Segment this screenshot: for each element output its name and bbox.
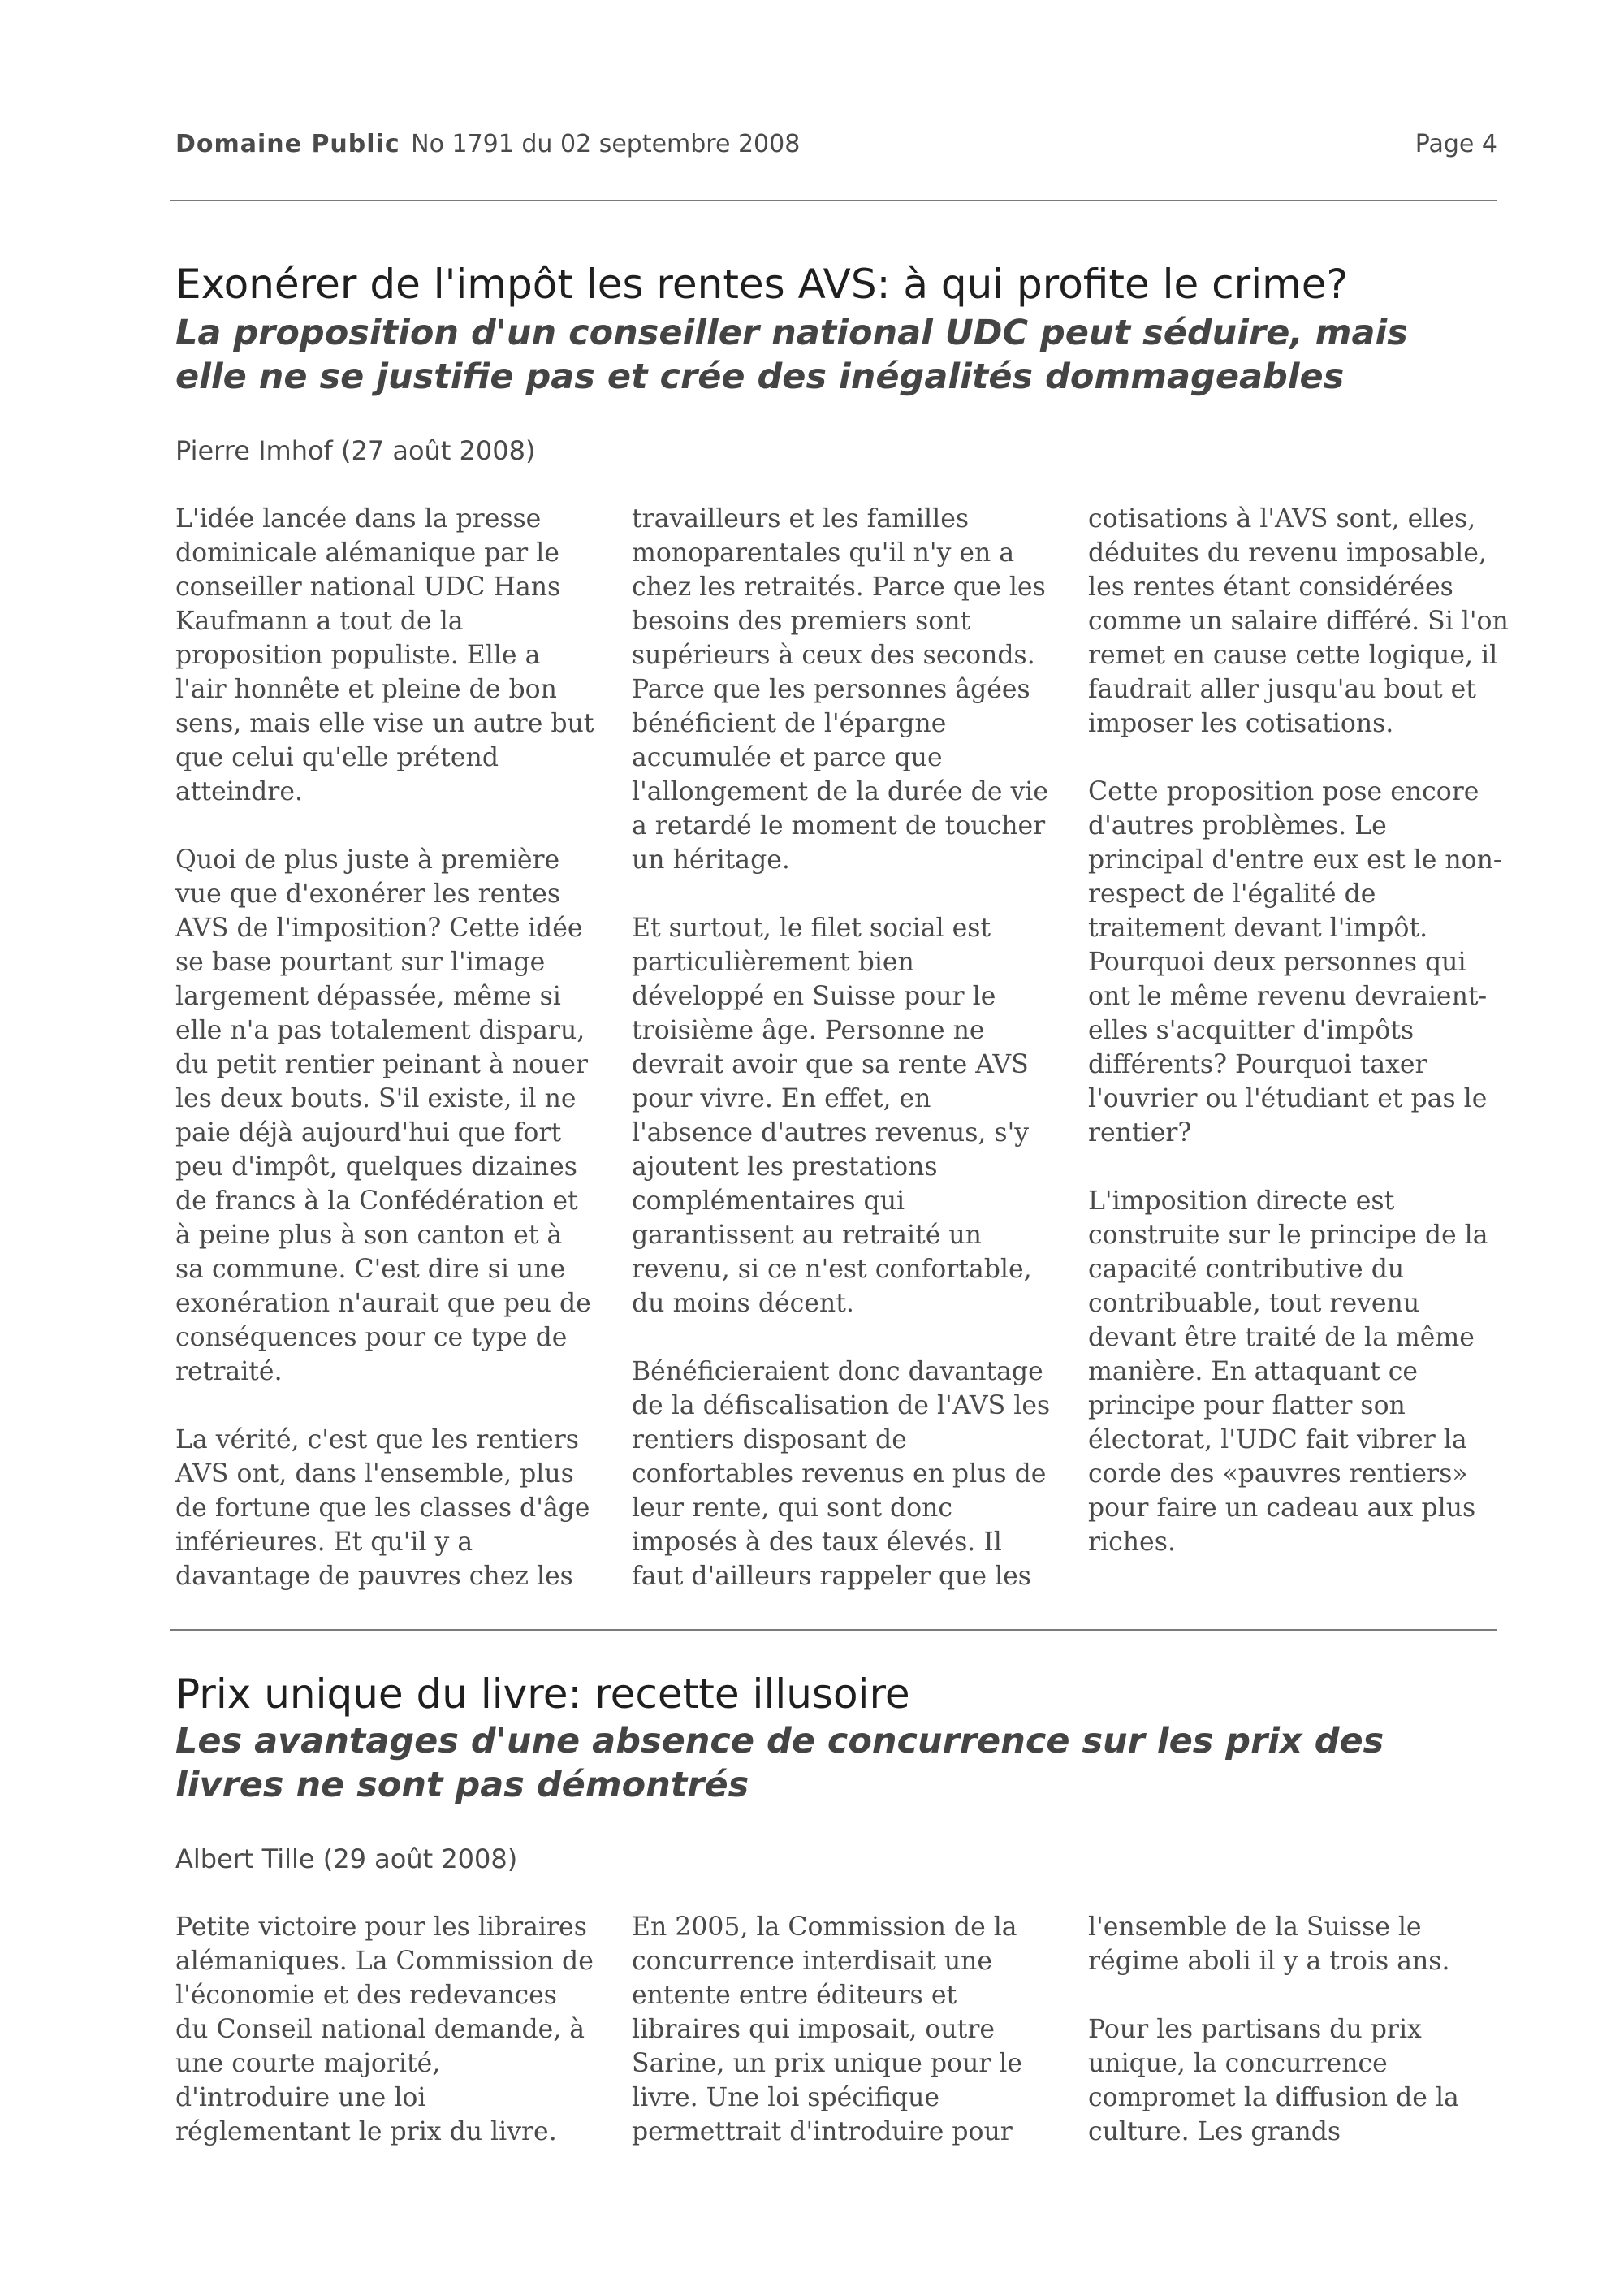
paragraph: Cette proposition pose encore d'autres problèmes. Le principal d'entre eux est le non-respect de l'égalité de traitement devant l'impôt. Pourquoi deux personnes qui ont le même revenu devraient-elles s'acquitter d'impôts différents? Pourquoi taxer l'ouvrier ou l'étudiant et pas le rentier? bbox=[1088, 777, 1502, 1148]
article-2-title: Prix unique du livre: recette illusoire bbox=[175, 1670, 910, 1718]
paragraph: Bénéficieraient donc davantage de la défiscalisation de l'AVS les rentiers disposant de confortables revenus en plus de leur rente, qui sont donc imposés à des taux élevés. Il faut d'ailleurs rappeler que les bbox=[632, 1357, 1051, 1591]
article-1-byline: Pierre Imhof (27 août 2008) bbox=[175, 435, 536, 466]
paragraph: cotisations à l'AVS sont, elles, déduites du revenu imposable, les rentes étant considérées comme un salaire différé. Si l'on remet en cause cette logique, il faudrait aller jusqu'au bout et imposer les cotisations. bbox=[1088, 504, 1509, 738]
paragraph: L'imposition directe est construite sur le principe de la capacité contributive du contribuable, tout revenu devant être traité de la même manière. En attaquant ce principe pour flatter son électorat, l'UDC fait vibrer la corde des «pauvres rentiers» pour faire un cadeau aux plus riches. bbox=[1088, 1186, 1488, 1557]
paragraph: Pour les partisans du prix unique, la concurrence compromet la diffusion de la culture. Les grands bbox=[1088, 2015, 1459, 2146]
article-1-title: Exonérer de l'impôt les rentes AVS: à qui profite le crime? bbox=[175, 261, 1349, 308]
paragraph: En 2005, la Commission de la concurrence interdisait une entente entre éditeurs et libraires qui imposait, outre Sarine, un prix unique pour le livre. Une loi spécifique permettrait d'introduire pour bbox=[632, 1912, 1023, 2146]
article-2-column-1 bbox=[175, 1910, 598, 2149]
page-number: Page 4 bbox=[1415, 130, 1497, 158]
article-2-byline: Albert Tille (29 août 2008) bbox=[175, 1843, 518, 1874]
article-2-column-2 bbox=[632, 1910, 1054, 2149]
paragraph: L'idée lancée dans la presse dominicale alémanique par le conseiller national UDC Hans Kaufmann a tout de la proposition populiste. Elle a l'air honnête et pleine de bon sens, mais elle vise un autre but que celui qu'elle prétend atteindre. bbox=[175, 504, 594, 806]
paragraph: Quoi de plus juste à première vue que d'exonérer les rentes AVS de l'imposition? Cette idée se base pourtant sur l'image largement dépassée, même si elle n'a pas totalement disparu, du petit rentier peinant à nouer les deux bouts. S'il existe, il ne paie déjà aujourd'hui que fort peu d'impôt, quelques dizaines de francs à la Confédération et à peine plus à son canton et à sa commune. C'est dire si une exonération n'aurait que peu de conséquences pour ce type de retraité. bbox=[175, 845, 591, 1386]
page-header bbox=[175, 130, 1497, 171]
paragraph: Et surtout, le filet social est particulièrement bien développé en Suisse pour le troisième âge. Personne ne devrait avoir que sa rente AVS pour vivre. En effet, en l'absence d'autres revenus, s'y ajoutent les prestations complémentaires qui garantissent au retraité un revenu, si ce n'est confortable, du moins décent. bbox=[632, 914, 1032, 1318]
publication-name: Domaine Public bbox=[175, 130, 400, 158]
paragraph: Petite victoire pour les libraires alémaniques. La Commission de l'économie et des redevances du Conseil national demande, à une courte majorité, d'introduire une loi réglementant le prix du livre. bbox=[175, 1912, 594, 2146]
header-divider bbox=[170, 200, 1497, 201]
article-2-column-3 bbox=[1088, 1910, 1510, 2149]
article-divider bbox=[170, 1629, 1497, 1631]
paragraph: travailleurs et les familles monoparentales qu'il n'y en a chez les retraités. Parce que les besoins des premiers sont supérieurs à ceux des seconds. Parce que les personnes âgées bénéficient de l'épargne accumulée et parce que l'allongement de la durée de vie a retardé le moment de toucher un héritage. bbox=[632, 504, 1049, 875]
article-1-column-3 bbox=[1088, 502, 1510, 1559]
article-1-subtitle: La proposition d'un conseiller national UDC peut séduire, mais elle ne se justifie pas et crée des inégalités dommageables bbox=[175, 313, 1408, 397]
paragraph: l'ensemble de la Suisse le régime aboli il y a trois ans. bbox=[1088, 1912, 1450, 1976]
article-1-column-1 bbox=[175, 502, 598, 1593]
article-1-column-2 bbox=[632, 502, 1054, 1593]
paragraph: La vérité, c'est que les rentiers AVS ont, dans l'ensemble, plus de fortune que les classes d'âge inférieures. Et qu'il y a davantage de pauvres chez les bbox=[175, 1425, 590, 1591]
issue-info: No 1791 du 02 septembre 2008 bbox=[411, 130, 801, 158]
article-2-subtitle: Les avantages d'une absence de concurrence sur les prix des livres ne sont pas démontrés bbox=[175, 1721, 1384, 1805]
